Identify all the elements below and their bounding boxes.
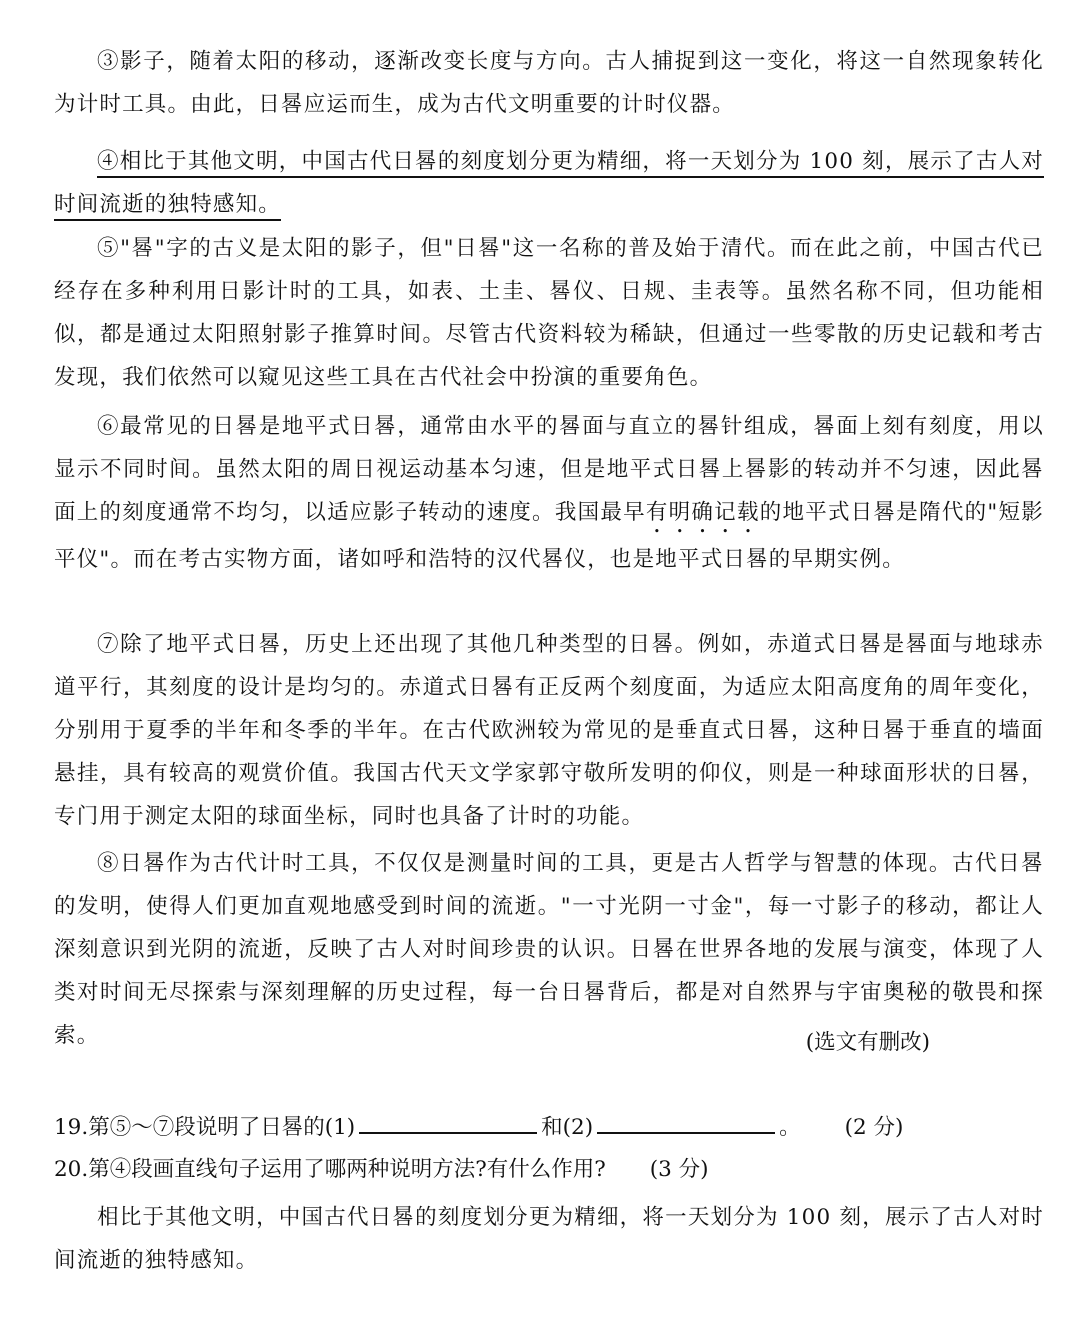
paragraph-6-part-b: 的地平式日晷是隋代的"短影平仪"。而在考古实物方面，诸如呼和浩特的汉代晷仪，也是地平式日晷的早期实例。 <box>54 500 1044 572</box>
quoted-sentence: 相比于其他文明，中国古代日晷的刻度划分更为精细，将一天划分为 100 刻，展示了古人对时间流逝的独特感知。 <box>54 1205 1044 1273</box>
question-19 <box>54 1108 903 1148</box>
paragraph-5: ⑤"晷"字的古义是太阳的影子，但"日晷"这一名称的普及始于清代。而在此之前，中国古代已经存在多种利用日影计时的工具，如表、土圭、晷仪、日规、圭表等。虽然名称不同，但功能相似，都是通过太阳照射影子推算时间。尽管古代资料较为稀缺，但通过一些零散的历史记载和考古发现，我们依然可以窥见这些工具在古代社会中扮演的重要角色。 <box>54 236 1044 390</box>
question-20-score: (3 分) <box>649 1157 709 1182</box>
dotted-phrase: 有明确记载 <box>645 500 760 525</box>
question-19-prefix: 19.第⑤～⑦段说明了日晷的(1) <box>54 1115 356 1140</box>
paragraph-3: ③影子，随着太阳的移动，逐渐改变长度与方向。古人捕捉到这一变化，将这一自然现象转化为计时工具。由此，日晷应运而生，成为古代文明重要的计时仪器。 <box>54 49 1044 117</box>
question-19-suffix: 。 <box>779 1115 801 1140</box>
question-20-text: 20.第④段画直线句子运用了哪两种说明方法?有什么作用? <box>54 1157 606 1182</box>
paragraph-6-part-a: ⑥最常见的日晷是地平式日晷，通常由水平的晷面与直立的晷针组成，晷面上刻有刻度，用以显示不同时间。虽然太阳的周日视运动基本匀速，但是地平式日晷上晷影的转动并不匀速，因此晷面上的刻度通常不均匀，以适应影子转动的速度。我国最早 <box>54 414 1044 525</box>
paragraph-8: ⑧日晷作为古代计时工具，不仅仅是测量时间的工具，更是古人哲学与智慧的体现。古代日晷的发明，使得人们更加直观地感受到时间的流逝。"一寸光阴一寸金"，每一寸影子的移动，都让人深刻意识到光阴的流逝，反映了古人对时间珍贵的认识。日晷在世界各地的发展与演变，体现了人类对时间无尽探索与深刻理解的历史过程，每一台日晷背后，都是对自然界与宇宙奥秘的敬畏和探索。 <box>54 851 1044 1048</box>
answer-blank-2[interactable] <box>597 1108 775 1134</box>
underlined-sentence: ④相比于其他文明，中国古代日晷的刻度划分更为精细，将一天划分为 100 刻，展示了古人对时间流逝的独特感知。 <box>54 149 1044 221</box>
question-20 <box>54 1150 709 1190</box>
answer-blank-1[interactable] <box>359 1108 537 1134</box>
question-19-score: (2 分) <box>844 1115 904 1140</box>
paragraph-4 <box>54 140 1044 226</box>
paragraph-6 <box>54 405 1044 581</box>
source-note: (选文有删改) <box>805 1030 930 1055</box>
paragraph-7: ⑦除了地平式日晷，历史上还出现了其他几种类型的日晷。例如，赤道式日晷是晷面与地球赤道平行，其刻度的设计是均匀的。赤道式日晷有正反两个刻度面，为适应太阳高度角的周年变化，分别用于夏季的半年和冬季的半年。在古代欧洲较为常见的是垂直式日晷，这种日晷于垂直的墙面悬挂，具有较高的观赏价值。我国古代天文学家郭守敬所发明的仰仪，则是一种球面形状的日晷，专门用于测定太阳的球面坐标，同时也具备了计时的功能。 <box>54 632 1044 829</box>
question-19-middle: 和(2) <box>541 1115 594 1140</box>
